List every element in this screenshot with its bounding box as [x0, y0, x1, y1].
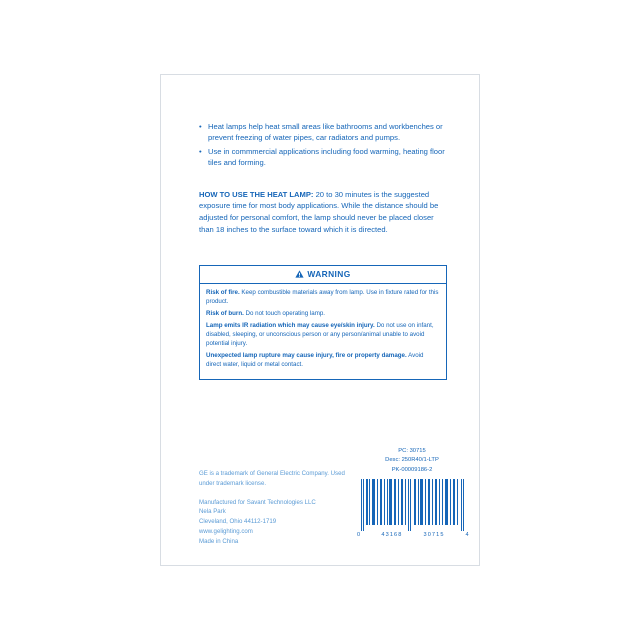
pc-code: PC: 30715	[398, 448, 426, 454]
warning-line-bold: Unexpected lamp rupture may cause injury, fire or property damage.	[206, 351, 407, 359]
instructions-block	[199, 121, 447, 236]
usage-bullet-list	[199, 121, 447, 169]
warning-line	[206, 289, 440, 307]
how-to-use-text: 20 to 30 minutes is the suggested exposure time for most body applications. While the distance should be adjusted for personal comfort, the lamp should never be placed closer than 18 inches to the surface toward which it is directed.	[199, 189, 439, 234]
address-line-2: Cleveland, Ohio 44112-1719	[199, 518, 277, 525]
manufacturer-text: Manufactured for Savant Technologies LLC	[199, 498, 316, 506]
warning-box	[199, 265, 447, 380]
how-to-use-paragraph	[199, 189, 447, 236]
barcode-left-digit: 0	[357, 532, 361, 538]
list-item: • Heat lamps help heat small areas like bathrooms and workbenches or prevent freezing of water pipes, car radiators and pumps.	[199, 121, 447, 144]
warning-line-bold: Risk of fire.	[206, 289, 240, 296]
warning-line	[206, 352, 440, 370]
warning-line-text: Keep combustible materials away from lamp. Use in fixture rated for this product.	[206, 289, 439, 305]
barcode-image	[357, 479, 469, 531]
warning-line-bold: Risk of burn.	[206, 309, 244, 317]
warning-triangle-icon	[295, 270, 304, 280]
country-of-origin: Made in China	[199, 537, 239, 545]
warning-line-text: Do not touch operating lamp.	[243, 309, 326, 317]
barcode-digits	[357, 532, 469, 538]
barcode-group-1: 43168	[381, 532, 403, 538]
list-item: • Use in commmercial applications including food warming, heating floor tiles and forming.	[199, 146, 447, 169]
barcode-right-digit: 4	[465, 532, 469, 538]
how-to-use-label: HOW TO USE THE HEAT LAMP:	[199, 189, 314, 199]
warning-line	[206, 322, 440, 349]
barcode-block	[357, 479, 469, 538]
website-link[interactable]: www.gelighting.com	[199, 527, 253, 535]
warning-line-bold: Lamp emits IR radiation which may cause eye/skin injury.	[206, 321, 375, 329]
warning-header	[200, 266, 446, 284]
barcode-group-2: 30715	[423, 532, 445, 538]
trademark-text: GE is a trademark of General Electric Company. Used under trademark license.	[199, 470, 345, 487]
desc-code: Desc: 250R40/1-LTP	[385, 457, 439, 464]
footer-legal-block	[199, 469, 349, 546]
warning-line-text: Avoid direct water, liquid or metal contact.	[206, 351, 424, 368]
pk-code: PK-00009186-2	[391, 466, 433, 473]
warning-body	[200, 284, 446, 379]
product-code-block	[357, 447, 467, 475]
warning-line-text: Do not use on infant, disabled, sleeping, or unconscious person or any person/animal unable to avoid potential injury.	[206, 321, 434, 347]
package-back-panel	[160, 74, 480, 566]
warning-line	[206, 310, 440, 319]
address-line-1: Nela Park	[199, 508, 226, 516]
warning-title: WARNING	[307, 269, 351, 279]
